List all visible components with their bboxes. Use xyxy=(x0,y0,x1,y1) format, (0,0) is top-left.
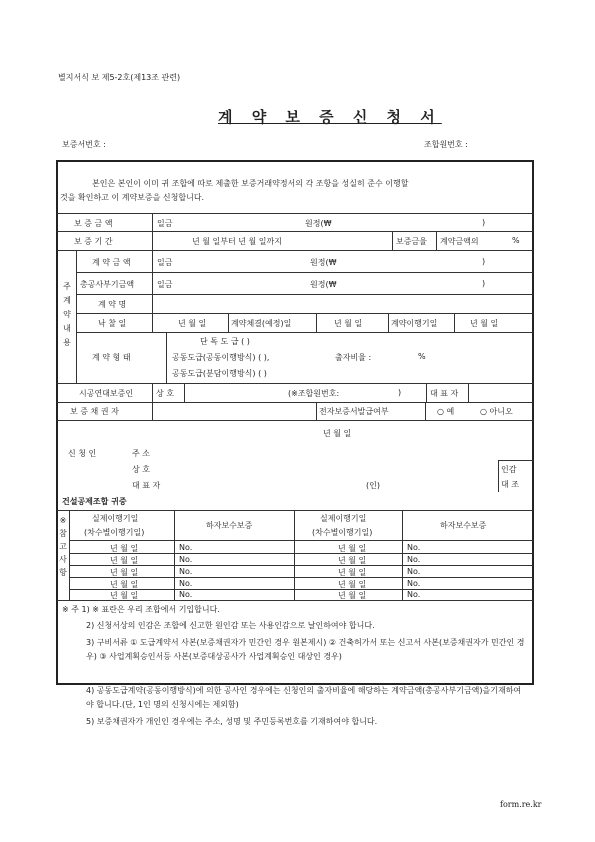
e-guarantee-label: 전자보증서발급여부 xyxy=(319,407,389,416)
award-date-value: 년 월 일 xyxy=(178,319,207,328)
ref-row-no: No. xyxy=(179,579,193,588)
creditor-label: 보 증 채 권 자 xyxy=(70,407,119,416)
ref-row-date: 년 월 일 xyxy=(338,580,367,589)
ref-row-no: No. xyxy=(179,590,193,599)
rate-percent: % xyxy=(512,236,520,245)
amount-label: 보 증 금 액 xyxy=(74,219,113,228)
addressee: 건설공제조합 귀중 xyxy=(62,497,127,506)
contract-sign-label: 계약체결(예정)일 xyxy=(231,319,292,328)
seal-label: 인감 xyxy=(501,465,517,474)
ref-col-perf-date-a-sub: (차수별이행기일) xyxy=(84,528,145,537)
ref-row-date: 년 월 일 xyxy=(338,556,367,565)
ref-row-date: 년 월 일 xyxy=(110,580,139,589)
contract-amount-label: 계 약 금 액 xyxy=(92,258,131,267)
ref-row-date: 년 월 일 xyxy=(110,568,139,577)
ref-col-defect-b: 하자보수보증 xyxy=(440,521,487,530)
ref-row-date: 년 월 일 xyxy=(110,556,139,565)
contract-name-label: 계 약 명 xyxy=(98,300,127,309)
total-sub-label: 총공사부기금액 xyxy=(80,280,135,289)
award-date-label: 낙 찰 일 xyxy=(98,319,127,328)
type-single: 단 독 도 급 ( ) xyxy=(200,337,250,346)
ref-row-no: No. xyxy=(407,567,421,576)
total-sub-close: ) xyxy=(482,279,486,288)
ref-row-date: 년 월 일 xyxy=(338,544,367,553)
guarantor-rep-label: 대 표 자 xyxy=(430,389,459,398)
ref-row-no: No. xyxy=(407,590,421,599)
ref-row-no: No. xyxy=(407,579,421,588)
ref-col-perf-date-b: 실제이행기일 xyxy=(320,514,367,523)
contract-amount-prefix: 일금 xyxy=(157,258,173,267)
rate-label: 보증금율 xyxy=(396,237,427,246)
guarantee-number-label: 보증서번호 : xyxy=(62,140,106,149)
total-sub-prefix: 일금 xyxy=(157,280,173,289)
ref-row-date: 년 월 일 xyxy=(110,591,139,600)
applicant-label: 신 청 인 xyxy=(68,449,97,458)
applicant-rep-label: 대 표 자 xyxy=(132,481,161,490)
note-5: 5) 보증채권자가 개인인 경우에는 주소, 성명 및 주민등록번호를 기재하여야 합니다. xyxy=(86,717,378,726)
ref-col-defect-a: 하자보수보증 xyxy=(206,521,253,530)
contract-type-label: 계 약 형 태 xyxy=(92,353,131,362)
page-title: 계 약 보 증 신 청 서 xyxy=(218,108,442,126)
ref-row-no: No. xyxy=(179,543,193,552)
note-4: 4) 공동도급계약(공동이행방식)에 의한 공사인 경우에는 신청인의 출자비율에 해당하는 계약금액(총공사부기금액)을기재하여야 합니다.(단, 1인 명의 신청시에는 제외함) xyxy=(86,686,522,709)
type-joint-a: 공동도급(공동이행방식) ( ), xyxy=(172,353,270,362)
share-percent: % xyxy=(418,352,426,361)
footer-site: form.re.kr xyxy=(500,800,542,809)
e-guarantee-no[interactable]: ○ 아니오 xyxy=(480,407,513,416)
guarantor-company-label: 상 호 xyxy=(156,389,174,398)
note-1: ※ 주 1) ※ 표란은 우리 조합에서 기입합니다. xyxy=(62,605,220,614)
applicant-seal: (인) xyxy=(366,481,380,490)
ref-row-date: 년 월 일 xyxy=(338,568,367,577)
total-sub-won: 원정(₩ xyxy=(310,280,337,289)
ref-col-perf-date-a: 실제이행기일 xyxy=(92,514,139,523)
note-2: 2) 신청서상의 인감은 조합에 신고한 원인감 또는 사용인감으로 날인하여야 합니다. xyxy=(86,621,375,630)
intro-line-2: 것을 확인하고 이 계약보증을 신청합니다. xyxy=(60,193,205,202)
amount-prefix: 일금 xyxy=(157,219,173,228)
guarantor-member-no: (※조합원번호: xyxy=(288,389,340,398)
reference-side-label: ※참고사항 xyxy=(59,516,67,577)
applicant-address-label: 주 소 xyxy=(132,449,150,458)
period-label: 보 증 기 간 xyxy=(74,237,113,246)
application-date: 년 월 일 xyxy=(323,429,352,438)
intro-line-1: 본인은 본인이 이미 귀 조합에 따로 제출한 보증거래약정서의 각 조항을 성실히 준수 이행할 xyxy=(92,179,409,188)
joint-guarantor-label: 시공연대보증인 xyxy=(79,389,134,398)
contract-amount-won: 원정(₩ xyxy=(310,258,337,267)
amount-close: ) xyxy=(482,218,486,227)
note-3: 3) 구비서류 ① 도급계약서 사본(보증채권자가 민간인 경우 원본제시) ② 건축허가서 또는 신고서 사본(보증채권자가 민간인 경우) ③ 사업계획승인서등 사본(보증대상공사가 사업계획승인 대상인 경우) xyxy=(86,638,525,661)
ref-row-date: 년 월 일 xyxy=(338,591,367,600)
perf-due-value: 년 월 일 xyxy=(470,319,499,328)
form-code: 별지서식 보 제5-2호(제13조 관련) xyxy=(58,73,181,82)
main-contract-side-label: 주계약내용 xyxy=(63,282,71,347)
ref-row-no: No. xyxy=(179,567,193,576)
contract-amount-close: ) xyxy=(482,257,486,266)
member-number-label: 조합원번호 : xyxy=(424,140,468,149)
guarantor-member-close: ) xyxy=(398,388,402,397)
seal-verify-label: 대 조 xyxy=(501,480,519,489)
ref-row-no: No. xyxy=(407,543,421,552)
ref-row-date: 년 월 일 xyxy=(110,544,139,553)
contract-sign-value: 년 월 일 xyxy=(334,319,363,328)
rate-value: 계약금액의 xyxy=(440,237,479,246)
ref-row-no: No. xyxy=(179,555,193,564)
period-value: 년 월 일부터 년 월 일까지 xyxy=(192,237,282,246)
applicant-company-label: 상 호 xyxy=(132,465,150,474)
ref-row-no: No. xyxy=(407,555,421,564)
perf-due-label: 계약이행기일 xyxy=(391,319,438,328)
e-guarantee-yes[interactable]: ○ 예 xyxy=(437,407,455,416)
share-label: 출자비율 : xyxy=(335,353,372,362)
ref-col-perf-date-b-sub: (차수별이행기일) xyxy=(312,528,373,537)
type-joint-b: 공동도급(분담이행방식) ( ) xyxy=(172,369,267,378)
amount-won: 원정(₩ xyxy=(305,219,332,228)
